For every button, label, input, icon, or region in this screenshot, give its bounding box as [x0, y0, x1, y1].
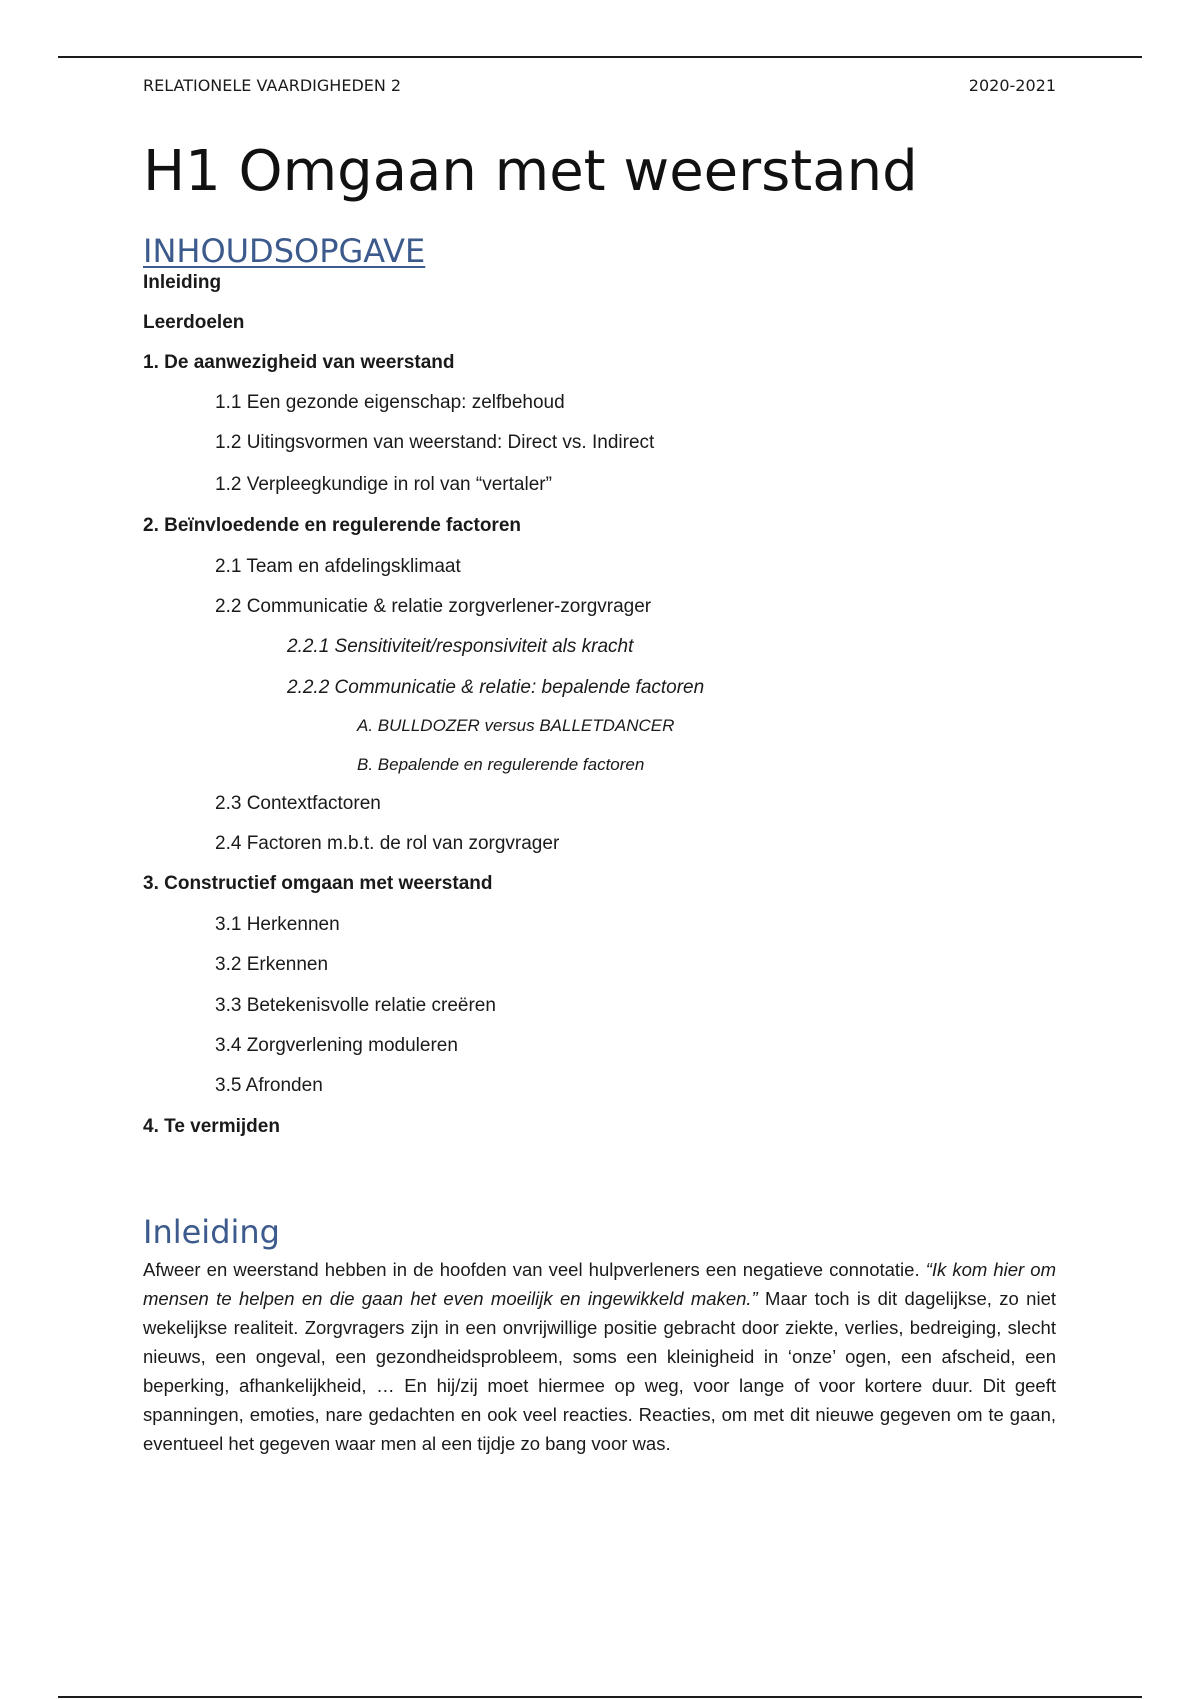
toc-item[interactable]: Inleiding	[143, 272, 222, 293]
header-academic-year: 2020-2021	[968, 76, 1056, 95]
toc-item[interactable]: 2.2.1 Sensitiviteit/responsiviteit als kracht	[287, 636, 634, 657]
intro-paragraph	[143, 1255, 1056, 1458]
toc-item[interactable]: 2.3 Contextfactoren	[215, 793, 381, 814]
page-header	[143, 76, 1056, 95]
toc-item[interactable]: 2. Beïnvloedende en regulerende factoren	[143, 515, 521, 536]
header-course-title: RELATIONELE VAARDIGHEDEN 2	[143, 76, 402, 95]
toc-item[interactable]: 1. De aanwezigheid van weerstand	[143, 352, 455, 373]
intro-text-after: Maar toch is dit dagelijkse, zo niet wekelijkse realiteit. Zorgvragers zijn in een onvrijwillige positie gebracht door ziekte, verlies, bedreiging, slecht nieuws, een ongeval, een gezondheidsprobleem, soms een kleinigheid in ‘onze’ ogen, een afscheid, een beperking, afhankelijkheid, … En hij/zij moet hiermee op weg, voor lange of voor kortere duur. Dit geeft spanningen, emoties, nare gedachten en ook veel reacties. Reacties, om met dit nieuwe gegeven om te gaan, eventueel het gegeven waar men al een tijdje zo bang voor was.	[143, 1288, 1056, 1454]
toc-item[interactable]: Leerdoelen	[143, 312, 245, 333]
intro-quote: “Ik kom hier om mensen te helpen en die gaan het even moeilijk en ingewikkeld maken.”	[143, 1259, 1056, 1309]
toc-item[interactable]: 2.2.2 Communicatie & relatie: bepalende factoren	[287, 677, 705, 698]
toc-item[interactable]: 3.5 Afronden	[215, 1075, 323, 1096]
toc-item[interactable]: 3.2 Erkennen	[215, 954, 329, 975]
document-title: H1 Omgaan met weerstand	[143, 139, 918, 204]
toc-item[interactable]: 2.4 Factoren m.b.t. de rol van zorgvrager	[215, 833, 560, 854]
toc-item[interactable]: 1.2 Verpleegkundige in rol van “vertaler”	[215, 474, 552, 495]
toc-item[interactable]: 3. Constructief omgaan met weerstand	[143, 873, 493, 894]
toc-item[interactable]: A. BULLDOZER versus BALLETDANCER	[357, 716, 675, 735]
footer-rule	[58, 1696, 1142, 1698]
toc-item[interactable]: 2.2 Communicatie & relatie zorgverlener-zorgvrager	[215, 596, 652, 617]
section-heading-inleiding: Inleiding	[143, 1213, 280, 1251]
header-rule	[58, 56, 1142, 58]
toc-item[interactable]: B. Bepalende en regulerende factoren	[357, 755, 645, 774]
toc-item[interactable]: 2.1 Team en afdelingsklimaat	[215, 556, 461, 577]
toc-item[interactable]: 4. Te vermijden	[143, 1116, 280, 1137]
toc-item[interactable]: 3.4 Zorgverlening moduleren	[215, 1035, 458, 1056]
toc-item[interactable]: 3.1 Herkennen	[215, 914, 340, 935]
toc-heading[interactable]: INHOUDSOPGAVE	[143, 232, 426, 270]
toc-item[interactable]: 1.1 Een gezonde eigenschap: zelfbehoud	[215, 392, 565, 413]
toc-item[interactable]: 3.3 Betekenisvolle relatie creëren	[215, 995, 496, 1016]
toc-item[interactable]: 1.2 Uitingsvormen van weerstand: Direct vs. Indirect	[215, 432, 655, 453]
intro-text-before: Afweer en weerstand hebben in de hoofden van veel hulpverleners een negatieve connotatie.	[143, 1259, 926, 1280]
